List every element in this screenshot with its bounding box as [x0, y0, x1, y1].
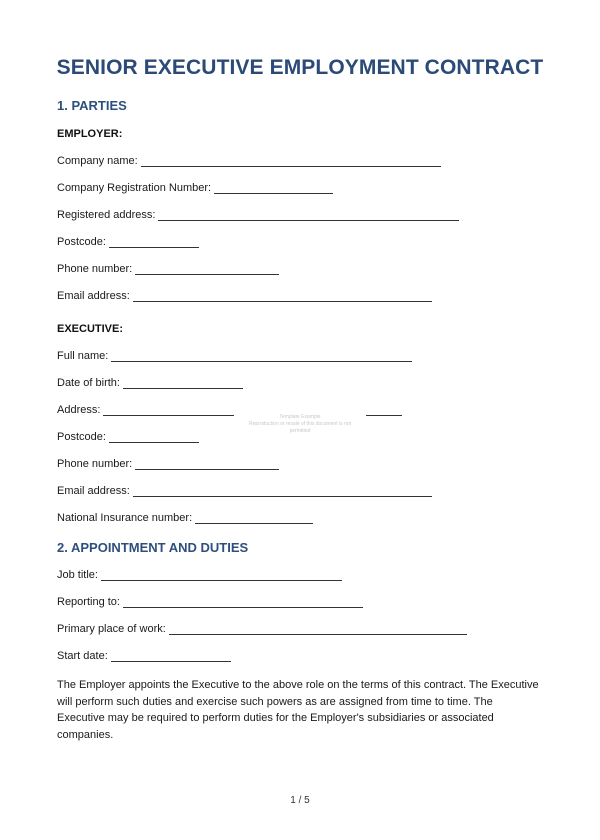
- job-title-field[interactable]: [57, 569, 342, 581]
- employer-registered-address-field[interactable]: [57, 209, 459, 221]
- appointment-paragraph: The Employer appoints the Executive to the above role on the terms of this contract. The Executive will perform such duties and exercise such powers as are assigned from time to time. The Executive may be required to perform duties for the Employer's subsidiaries or associated companies.: [57, 679, 539, 741]
- blank-line[interactable]: [109, 236, 199, 248]
- employer-phone-field[interactable]: [57, 263, 279, 275]
- field-label: Company Registration Number:: [57, 182, 212, 194]
- field-label: Registered address:: [57, 209, 156, 221]
- blank-line[interactable]: [158, 209, 459, 221]
- field-label: Company name:: [57, 155, 138, 167]
- field-label: Phone number:: [57, 458, 133, 470]
- employer-registration-number-field[interactable]: [57, 182, 333, 194]
- blank-line[interactable]: [195, 512, 313, 524]
- document-title: SENIOR EXECUTIVE EMPLOYMENT CONTRACT: [56, 56, 544, 79]
- blank-line[interactable]: [141, 155, 441, 167]
- field-label: Primary place of work:: [57, 623, 166, 635]
- field-label: Job title:: [57, 569, 98, 581]
- blank-line[interactable]: [109, 431, 199, 443]
- employer-email-field[interactable]: [57, 290, 432, 302]
- employer-company-name-field[interactable]: [57, 155, 441, 167]
- field-label: National Insurance number:: [57, 512, 193, 524]
- reporting-to-field[interactable]: [57, 596, 363, 608]
- executive-heading: EXECUTIVE:: [57, 323, 124, 335]
- blank-line[interactable]: [133, 290, 432, 302]
- blank-line[interactable]: [169, 623, 467, 635]
- blank-line[interactable]: [111, 350, 412, 362]
- blank-line[interactable]: [135, 263, 279, 275]
- field-label: Address:: [57, 404, 101, 416]
- field-label: Postcode:: [57, 431, 106, 443]
- field-label: Full name:: [57, 350, 109, 362]
- blank-line[interactable]: [123, 596, 363, 608]
- blank-line[interactable]: [103, 404, 234, 416]
- section-heading-parties: 1. PARTIES: [57, 98, 127, 113]
- blank-line[interactable]: [123, 377, 243, 389]
- field-label: Date of birth:: [57, 377, 120, 389]
- page-number: 1 / 5: [290, 795, 310, 806]
- blank-line[interactable]: [214, 182, 333, 194]
- blank-line[interactable]: [111, 650, 231, 662]
- field-label: Start date:: [57, 650, 108, 662]
- field-label: Postcode:: [57, 236, 106, 248]
- field-label: Email address:: [57, 290, 130, 302]
- executive-phone-field[interactable]: [57, 458, 279, 470]
- field-label: Phone number:: [57, 263, 133, 275]
- executive-date-of-birth-field[interactable]: [57, 377, 243, 389]
- primary-place-of-work-field[interactable]: [57, 623, 467, 635]
- executive-email-field[interactable]: [57, 485, 432, 497]
- field-label: Email address:: [57, 485, 130, 497]
- watermark-line: Reproduction or resale of this document is not permitted: [249, 421, 351, 434]
- blank-line[interactable]: [135, 458, 279, 470]
- blank-line[interactable]: [101, 569, 342, 581]
- start-date-field[interactable]: [57, 650, 231, 662]
- blank-line[interactable]: [366, 404, 402, 416]
- employer-postcode-field[interactable]: [57, 236, 199, 248]
- executive-national-insurance-field[interactable]: [57, 512, 313, 524]
- blank-line[interactable]: [133, 485, 432, 497]
- watermark: [240, 414, 360, 435]
- executive-full-name-field[interactable]: [57, 350, 412, 362]
- watermark-line: Template Example: [279, 414, 321, 420]
- employer-heading: EMPLOYER:: [57, 128, 123, 140]
- field-label: Reporting to:: [57, 596, 120, 608]
- section-heading-appointment: 2. APPOINTMENT AND DUTIES: [57, 540, 249, 555]
- executive-postcode-field[interactable]: [57, 431, 199, 443]
